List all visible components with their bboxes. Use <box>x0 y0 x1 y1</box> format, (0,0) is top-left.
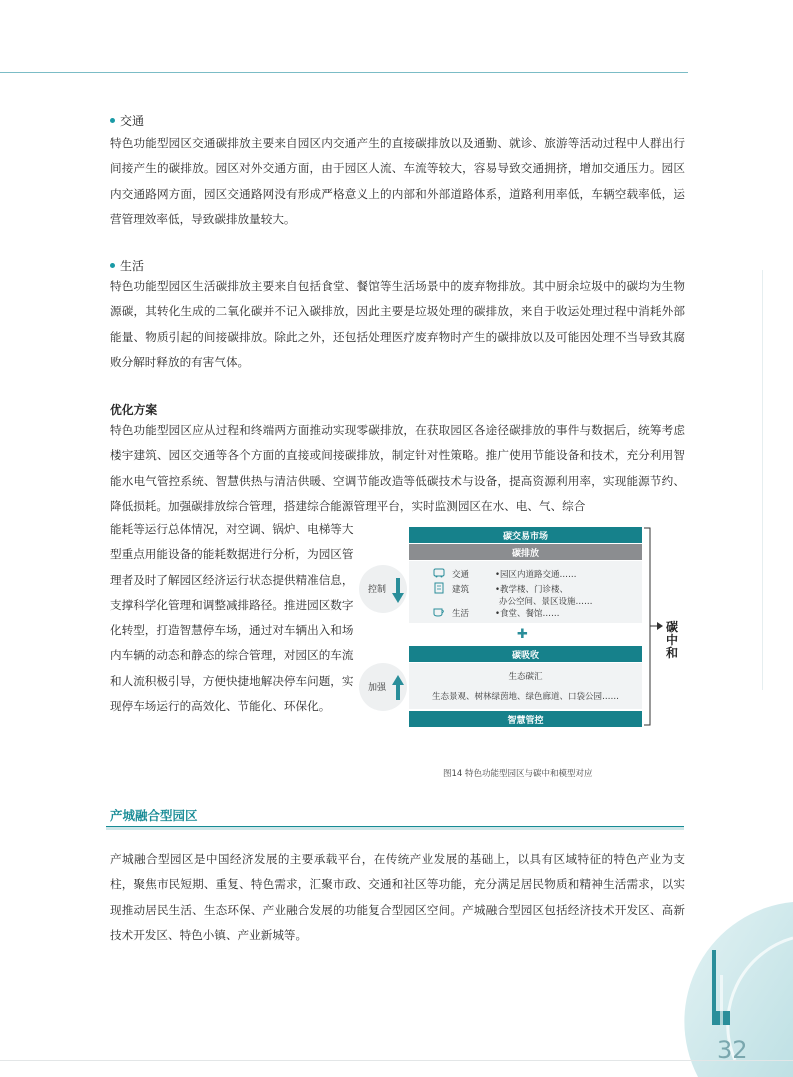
smart-control-bar: 智慧管控 <box>409 711 642 727</box>
carbon-neutral-model-figure <box>362 525 702 757</box>
traffic-label: 交通 <box>452 570 470 580</box>
section-title: 产城融合型园区 <box>110 808 198 823</box>
section-underline-accent <box>106 826 684 827</box>
cup-icon <box>433 607 445 617</box>
building-icon <box>433 582 445 594</box>
optimization-paragraph: 特色功能型园区应从过程和终端两方面推动实现零碳排放，在获取园区各途径碳排放的事件与数据后，统筹考虑楼宇建筑、园区交通等各个方面的直接或间接碳排放，制定针对性策略。推广使用节能设备和技术，充分利用智能水电气管控系统、智慧供热与清洁供暖、空调节能改造等低碳技术与设备，提高资源利用率，实现能源节约、降低损耗。加强碳排放综合管理，搭建综合能源管理平台，实时监测园区在水、电、气、综合 <box>110 423 685 513</box>
plus-icon: ✚ <box>517 627 528 642</box>
eco-sink-items: 生态景观、树林绿茵地、绿色廊道、口袋公园…… <box>431 692 619 702</box>
building-desc-continued: 办公空间、景区设施…… <box>499 597 593 607</box>
footer-rule <box>0 1060 793 1061</box>
bullet-dot-icon <box>110 263 115 268</box>
bracket-arrow-icon <box>644 525 664 730</box>
life-heading: 生活 <box>110 257 144 274</box>
figure-caption: 图14 特色功能型园区与碳中和模型对应 <box>443 769 593 779</box>
carbon-neutral-label: 碳中和 <box>665 620 678 660</box>
carbon-sink-box <box>409 663 642 709</box>
strengthen-label: 加强 <box>368 683 387 693</box>
building-label: 建筑 <box>452 585 470 595</box>
up-arrow-icon <box>392 675 404 701</box>
section-paragraph: 产城融合型园区是中国经济发展的主要承载平台，在传统产业发展的基础上，以具有区域特征的特色产业为支柱，聚焦市民短期、重复、特色需求，汇聚市政、交通和社区等功能，充分满足居民物质和精神生活需求，以实现推动居民生活、生态环保、产业融合发展的功能复合型园区空间。产城融合型园区包括经济技术开发区、高新技术开发区、特色小镇、产业新城等。 <box>110 852 685 942</box>
traffic-desc: •园区内道路交通…… <box>495 570 577 580</box>
optimization-heading: 优化方案 <box>110 403 158 417</box>
optimization-paragraph-continued: 能耗等运行总体情况，对空调、锅炉、电梯等大型重点用能设备的能耗数据进行分析，为园区管理者及时了解园区经济运行状态提供精准信息，支撑科学化管理和调整减排路径。推进园区数字化转型，打造智慧停车场，通过对车辆出入和场内车辆的动态和静态的综合管理，对园区的车流和人流积极引导，方便快捷地解决停车问题，实现停车场运行的高效化、节能化、环保化。 <box>110 522 354 714</box>
bullet-dot-icon <box>110 118 115 123</box>
carbon-market-bar: 碳交易市场 <box>409 527 642 543</box>
margin-rule <box>762 270 763 690</box>
eco-sink-label: 生态碳汇 <box>508 672 543 682</box>
down-arrow-icon <box>392 578 404 604</box>
emission-sources-box <box>409 561 642 623</box>
traffic-paragraph: 特色功能型园区交通碳排放主要来自园区内交通产生的直接碳排放以及通勤、就诊、旅游等活动过程中人群出行间接产生的碳排放。园区对外交通方面，由于园区人流、车流等较大，容易导致交通拥挤，增加交通压力。园区内交通路网方面，园区交通路网没有形成严格意义上的内部和外部道路体系，道路利用率低，车辆空载率低，运营管理效率低，导致碳排放量较大。 <box>110 136 685 226</box>
life-label: 生活 <box>452 609 470 619</box>
building-desc: •教学楼、门诊楼、 <box>495 585 569 595</box>
page-number: 32 <box>717 1036 748 1064</box>
bus-icon <box>433 568 445 578</box>
traffic-heading: 交通 <box>110 112 144 129</box>
control-label: 控制 <box>368 585 387 595</box>
life-desc: •食堂、餐馆…… <box>495 609 560 619</box>
carbon-absorb-bar: 碳吸收 <box>409 646 642 662</box>
header-rule <box>0 72 688 73</box>
carbon-emission-bar: 碳排放 <box>409 544 642 560</box>
life-paragraph: 特色功能型园区生活碳排放主要来自包括食堂、餐馆等生活场景中的废弃物排放。其中厨余垃圾中的碳均为生物源碳，其转化生成的二氧化碳并不记入碳排放，因此主要是垃圾处理的碳排放，来自于收运处理过程中消耗外部能量、物质引起的间接碳排放。除此之外，还包括处理医疗废弃物时产生的碳排放以及可能因处理不当导致其腐败分解时释放的有害气体。 <box>110 279 685 369</box>
